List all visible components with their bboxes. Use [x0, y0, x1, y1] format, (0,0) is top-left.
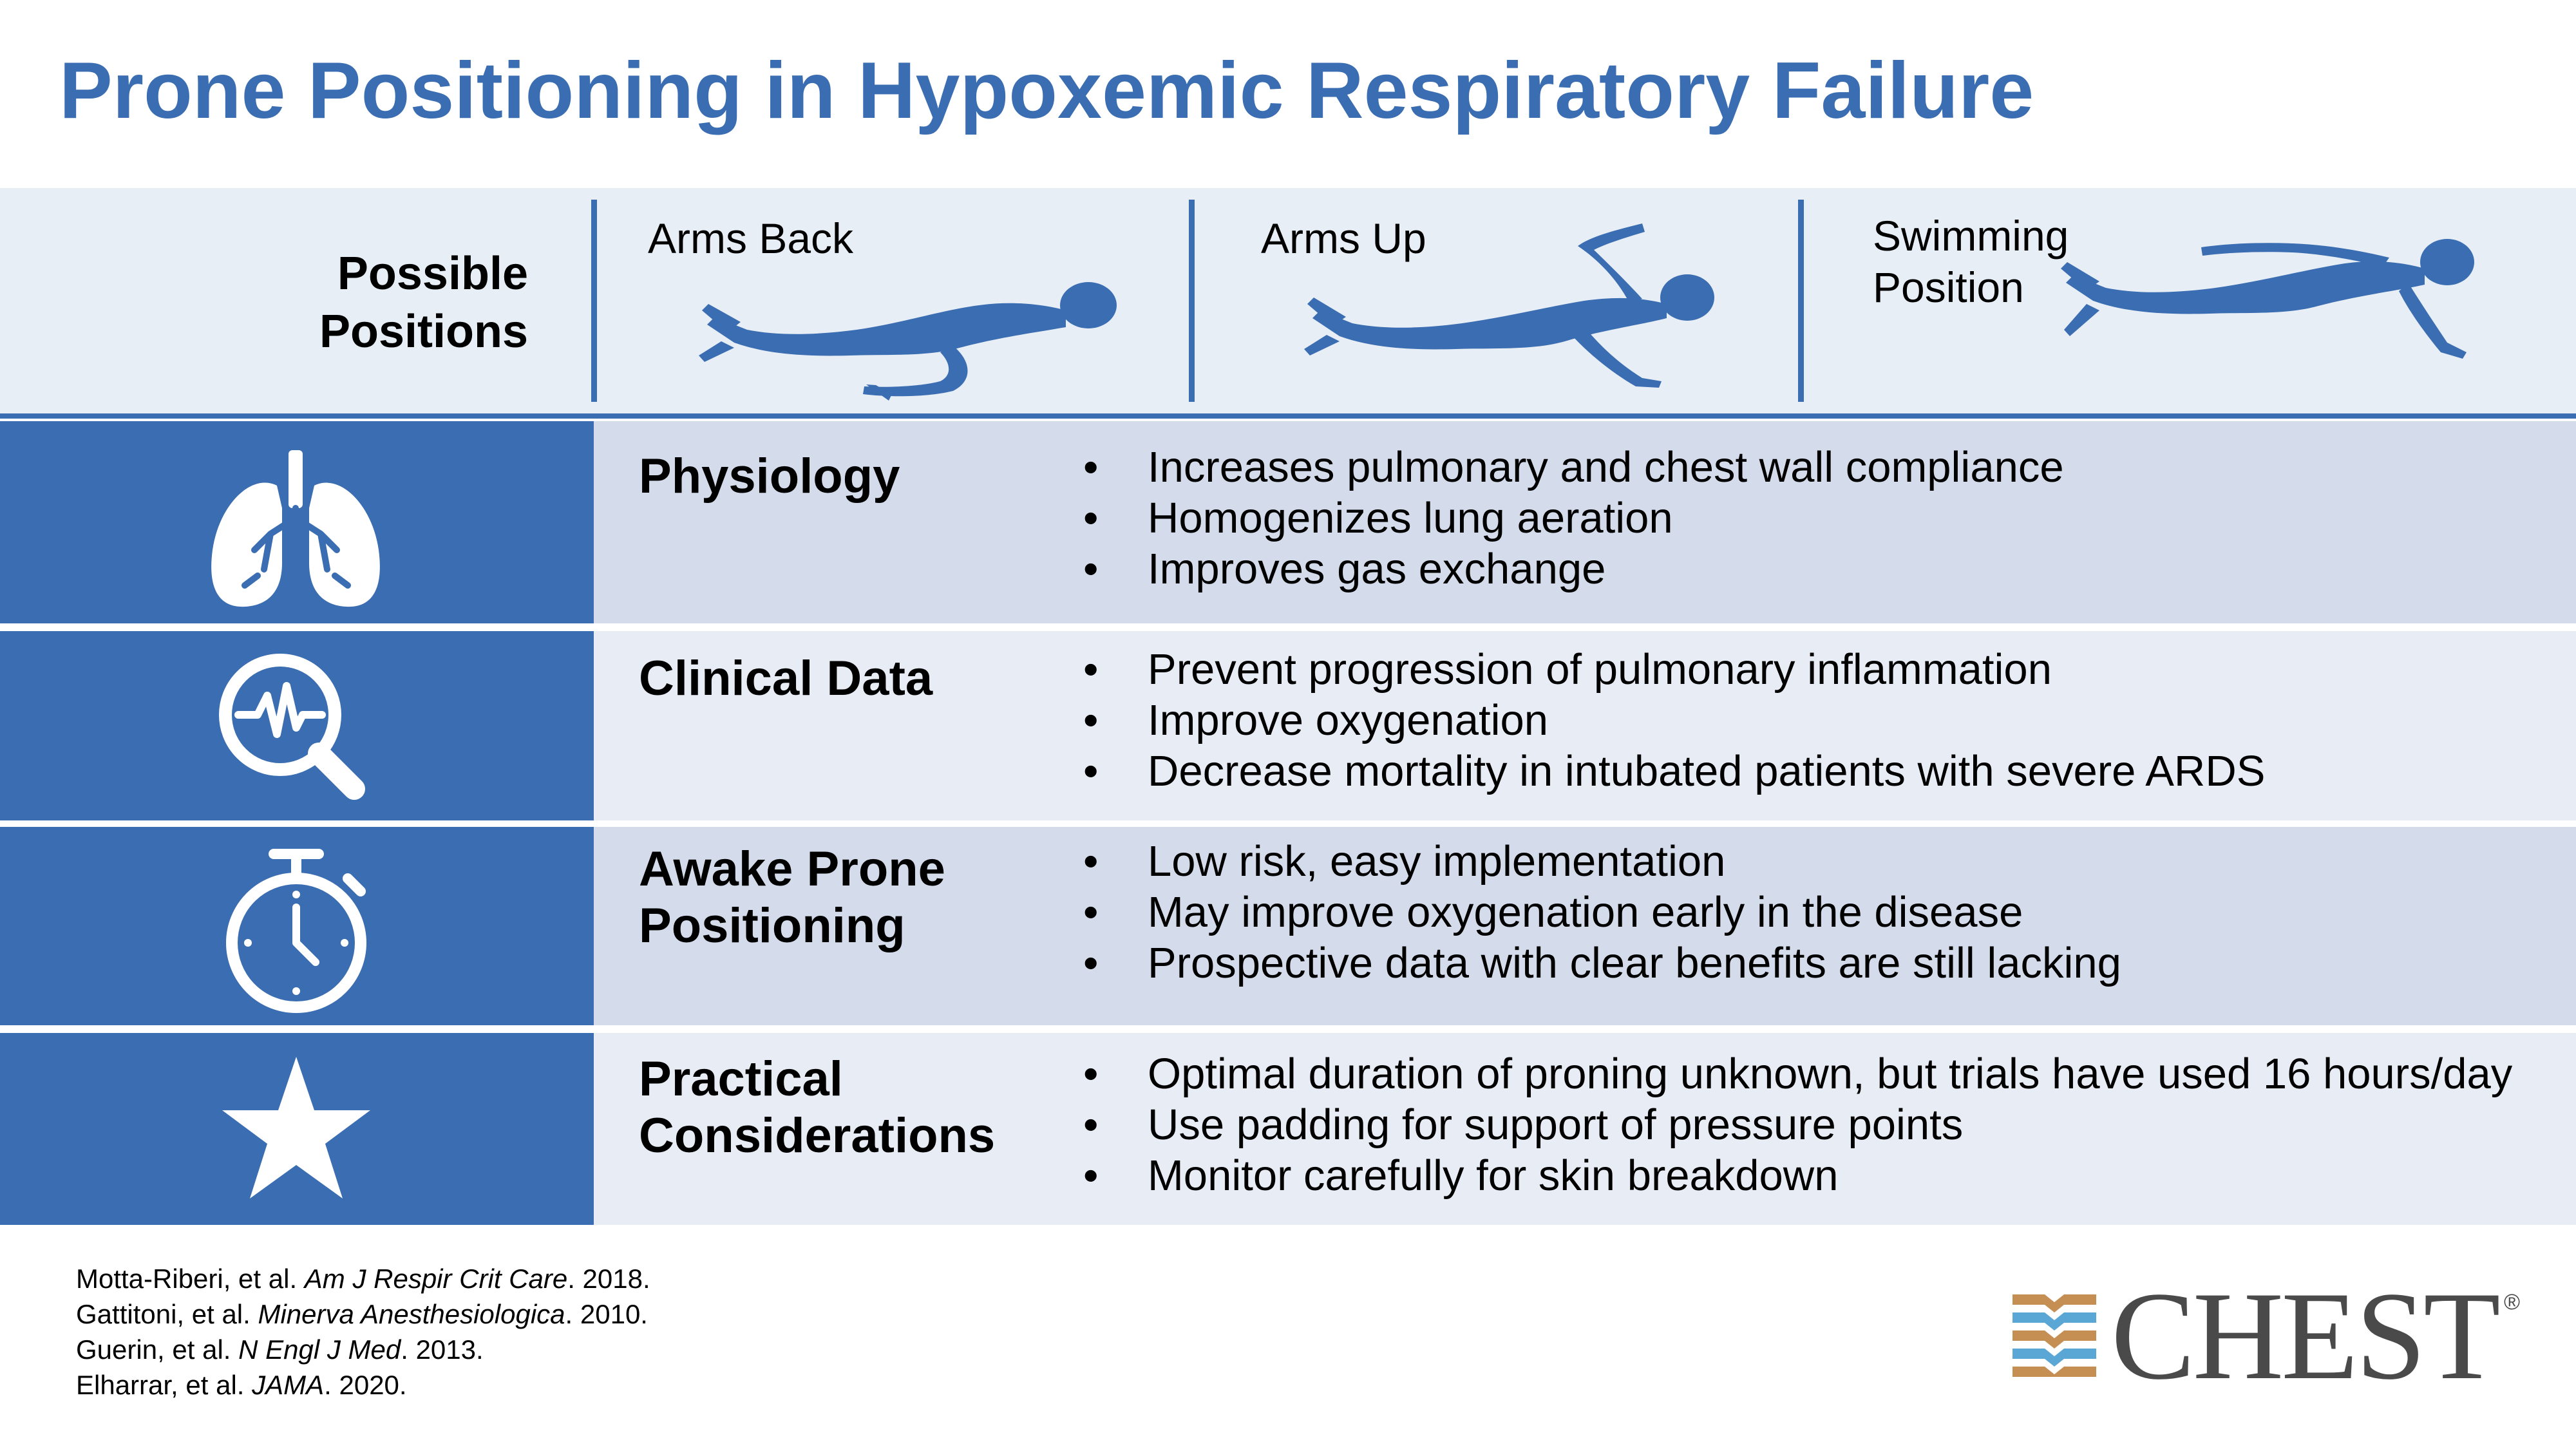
row-body — [594, 421, 2576, 623]
stopwatch-icon — [216, 846, 377, 1020]
reference-authors: Gattitoni, et al. — [76, 1299, 258, 1329]
bullet-item: • Low risk, easy implementation — [1083, 836, 2121, 887]
row-title-line: Practical — [639, 1052, 843, 1106]
bullet-list — [1083, 836, 2121, 989]
chest-logo-mark-icon — [2006, 1288, 2103, 1385]
clinical-data-row — [0, 631, 2576, 820]
row-title — [639, 841, 1038, 954]
reference-authors: Motta-Riberi, et al. — [76, 1264, 305, 1294]
reference-item — [76, 1296, 650, 1332]
bullet-list — [1083, 1048, 2512, 1201]
awake-prone-row — [0, 827, 2576, 1025]
prone-swimming-figure-icon — [2048, 227, 2486, 394]
reference-journal: N Engl J Med — [238, 1334, 401, 1365]
reference-item — [76, 1332, 650, 1367]
row-body — [594, 631, 2576, 820]
prone-arms-up-figure-icon — [1294, 214, 1745, 407]
references — [76, 1261, 650, 1403]
prone-arms-back-figure-icon — [696, 265, 1133, 407]
page-title: Prone Positioning in Hypoxemic Respiratory Failure — [59, 46, 2034, 135]
column-divider — [591, 200, 597, 402]
bullet-item: • Monitor carefully for skin breakdown — [1083, 1150, 2512, 1201]
reference-authors: Guerin, et al. — [76, 1334, 239, 1365]
row-icon-cell — [0, 827, 594, 1025]
bullet-item: • Decrease mortality in intubated patients with severe ARDS — [1083, 746, 2265, 797]
row-title — [639, 448, 1038, 505]
chest-logo-text: CHEST — [2111, 1266, 2498, 1406]
row-title — [639, 650, 1038, 707]
bullet-item: • Improve oxygenation — [1083, 695, 2265, 746]
row-icon-cell — [0, 421, 594, 623]
position-label-arms-back — [648, 213, 880, 264]
star-icon — [219, 1054, 374, 1208]
bullet-item: • Prevent progression of pulmonary inflammation — [1083, 644, 2265, 695]
reference-journal: Minerva Anesthesiologica — [258, 1299, 565, 1329]
bullet-item: • Optimal duration of proning unknown, but trials have used 16 hours/day — [1083, 1048, 2512, 1099]
position-label-line: Arms Up — [1261, 214, 1426, 262]
reference-item — [76, 1367, 650, 1403]
row-body — [594, 827, 2576, 1025]
reference-journal: JAMA — [252, 1370, 325, 1400]
bullet-list — [1083, 442, 2064, 594]
bullet-item: • Improves gas exchange — [1083, 544, 2064, 594]
row-title-line: Clinical Data — [639, 651, 933, 706]
row-icon-cell — [0, 631, 594, 820]
practical-considerations-row — [0, 1033, 2576, 1225]
reference-year: . 2010. — [565, 1299, 648, 1329]
row-icon-cell — [0, 1033, 594, 1225]
positions-divider-line — [0, 413, 2576, 419]
physiology-row — [0, 421, 2576, 623]
reference-item — [76, 1261, 650, 1296]
positions-heading — [142, 245, 528, 361]
reference-year: . 2018. — [567, 1264, 650, 1294]
reference-journal: Am J Respir Crit Care — [304, 1264, 568, 1294]
bullet-item: • Increases pulmonary and chest wall compliance — [1083, 442, 2064, 493]
registered-mark: ® — [2504, 1290, 2521, 1314]
row-title-line: Awake Prone — [639, 842, 945, 896]
column-divider — [1189, 200, 1195, 402]
positions-band — [0, 188, 2576, 416]
row-title-line: Considerations — [639, 1108, 996, 1163]
bullet-item: • Prospective data with clear benefits are still lacking — [1083, 938, 2121, 989]
position-label-line: Position — [1873, 263, 2024, 311]
bullet-item: • Homogenizes lung aeration — [1083, 493, 2064, 544]
positions-heading-line1: Possible — [337, 248, 528, 299]
magnifier-heartbeat-icon — [209, 650, 377, 805]
row-title — [639, 1051, 1038, 1164]
positions-heading-line2: Positions — [319, 306, 528, 357]
lungs-icon — [206, 447, 386, 614]
position-label-line: Arms Back — [648, 214, 854, 262]
bullet-list — [1083, 644, 2265, 797]
row-title-line: Physiology — [639, 449, 900, 504]
bullet-item: • Use padding for support of pressure points — [1083, 1099, 2512, 1150]
bullet-item: • May improve oxygenation early in the disease — [1083, 887, 2121, 938]
row-title-line: Positioning — [639, 898, 905, 953]
column-divider — [1798, 200, 1804, 402]
reference-authors: Elharrar, et al. — [76, 1370, 252, 1400]
reference-year: . 2020. — [324, 1370, 407, 1400]
reference-year: . 2013. — [401, 1334, 484, 1365]
position-label-line: Swimming — [1873, 212, 2069, 260]
row-body — [594, 1033, 2576, 1225]
